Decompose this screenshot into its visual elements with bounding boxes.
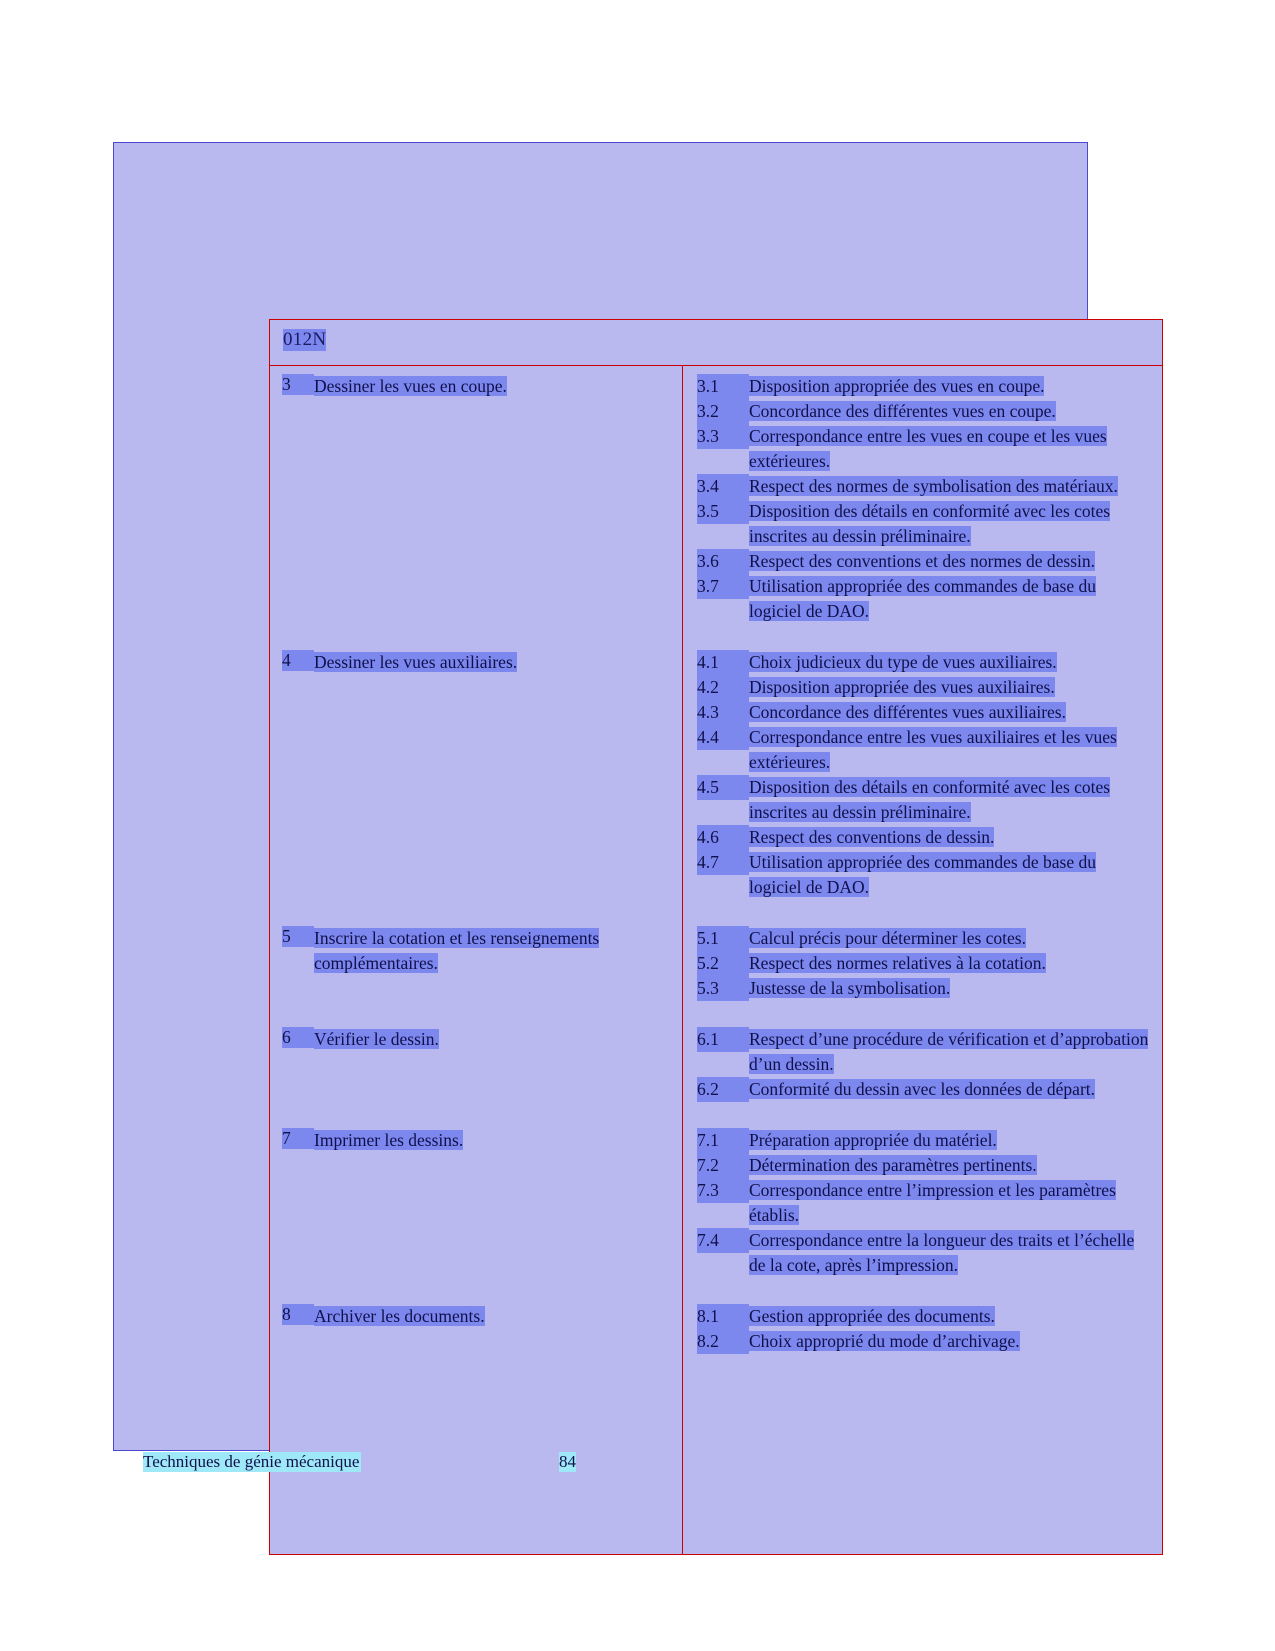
criterion-text: Calcul précis pour déterminer les cotes. (749, 928, 1026, 948)
criterion-number: 3.5 (697, 499, 749, 524)
criterion-text: Disposition des détails en conformité avec les cotes inscrites au dessin préliminaire. (749, 501, 1111, 546)
criterion-text: Respect d’une procédure de vérification et d’approbation d’un dessin. (749, 1029, 1149, 1074)
criterion-number: 3.4 (697, 474, 749, 499)
criterion-item (683, 926, 1162, 951)
criterion-number: 3.2 (697, 399, 749, 424)
criterion-number: 3.3 (697, 424, 749, 449)
criterion-number: 4.4 (697, 725, 749, 750)
task-item (270, 1128, 682, 1153)
criterion-item (683, 1329, 1162, 1354)
criterion-number: 4.5 (697, 775, 749, 800)
criterion-number: 5.2 (697, 951, 749, 976)
criterion-text: Gestion appropriée des documents. (749, 1306, 995, 1326)
task-item (270, 374, 682, 399)
criterion-item (683, 374, 1162, 399)
criterion-item (683, 650, 1162, 675)
criterion-item (683, 775, 1162, 825)
criterion-text: Choix approprié du mode d’archivage. (749, 1331, 1020, 1351)
task-item (270, 926, 682, 976)
criterion-number: 8.2 (697, 1329, 749, 1354)
criterion-number: 4.6 (697, 825, 749, 850)
criterion-text: Conformité du dessin avec les données de départ. (749, 1079, 1096, 1099)
criterion-item (683, 574, 1162, 624)
criterion-text: Respect des normes relatives à la cotation. (749, 953, 1046, 973)
criterion-text: Préparation appropriée du matériel. (749, 1130, 997, 1150)
criterion-number: 4.2 (697, 675, 749, 700)
criterion-text: Utilisation appropriée des commandes de base du logiciel de DAO. (749, 576, 1096, 621)
criterion-number: 7.3 (697, 1178, 749, 1203)
task-text: Dessiner les vues auxiliaires. (314, 652, 518, 672)
criterion-text: Détermination des paramètres pertinents. (749, 1155, 1037, 1175)
criterion-text: Justesse de la symbolisation. (749, 978, 951, 998)
criterion-number: 3.7 (697, 574, 749, 599)
criterion-number: 4.3 (697, 700, 749, 725)
criterion-text: Disposition des détails en conformité avec les cotes inscrites au dessin préliminaire. (749, 777, 1111, 822)
criterion-number: 6.2 (697, 1077, 749, 1102)
task-number: 7 (282, 1128, 314, 1149)
criterion-item (683, 1228, 1162, 1278)
footer-program-name: Techniques de génie mécanique (143, 1452, 360, 1471)
criterion-text: Concordance des différentes vues auxiliaires. (749, 702, 1066, 722)
criterion-item (683, 399, 1162, 424)
criterion-text: Correspondance entre l’impression et les paramètres établis. (749, 1180, 1116, 1225)
criterion-item (683, 424, 1162, 474)
criterion-text: Utilisation appropriée des commandes de base du logiciel de DAO. (749, 852, 1096, 897)
criterion-item (683, 951, 1162, 976)
criterion-text: Respect des conventions et des normes de dessin. (749, 551, 1096, 571)
criterion-number: 7.1 (697, 1128, 749, 1153)
criterion-item (683, 1178, 1162, 1228)
task-text: Imprimer les dessins. (314, 1130, 464, 1150)
task-text: Inscrire la cotation et les renseignements complémentaires. (314, 928, 600, 973)
criterion-text: Choix judicieux du type de vues auxiliaires. (749, 652, 1057, 672)
task-item (270, 650, 682, 675)
criterion-number: 3.1 (697, 374, 749, 399)
task-number: 6 (282, 1027, 314, 1048)
criterion-number: 4.1 (697, 650, 749, 675)
criterion-text: Disposition appropriée des vues auxiliaires. (749, 677, 1055, 697)
criterion-item (683, 1128, 1162, 1153)
criterion-item (683, 976, 1162, 1001)
criterion-item (683, 825, 1162, 850)
criterion-item (683, 1027, 1162, 1077)
criterion-item (683, 1077, 1162, 1102)
task-text: Vérifier le dessin. (314, 1029, 439, 1049)
criterion-item (683, 850, 1162, 900)
task-item (270, 1027, 682, 1052)
criterion-number: 5.1 (697, 926, 749, 951)
task-number: 3 (282, 374, 314, 395)
criterion-number: 7.4 (697, 1228, 749, 1253)
page-footer (143, 1452, 583, 1474)
criterion-text: Correspondance entre les vues en coupe et les vues extérieures. (749, 426, 1107, 471)
competency-table (269, 319, 1163, 1555)
footer-page-number: 84 (559, 1452, 576, 1471)
task-number: 8 (282, 1304, 314, 1325)
criterion-item (683, 549, 1162, 574)
criterion-item (683, 725, 1162, 775)
tasks-column (270, 366, 683, 1554)
selection-region (113, 142, 1149, 1451)
criterion-text: Concordance des différentes vues en coupe. (749, 401, 1056, 421)
criterion-number: 4.7 (697, 850, 749, 875)
competency-code: 012N (283, 329, 327, 350)
criterion-item (683, 1153, 1162, 1178)
criterion-number: 5.3 (697, 976, 749, 1001)
criterion-item (683, 700, 1162, 725)
criterion-text: Respect des conventions de dessin. (749, 827, 995, 847)
criterion-number: 7.2 (697, 1153, 749, 1178)
criterion-text: Correspondance entre la longueur des traits et l’échelle de la cote, après l’impression. (749, 1230, 1135, 1275)
criterion-item (683, 474, 1162, 499)
criteria-column (683, 366, 1162, 1554)
table-code-row (270, 320, 1162, 366)
criterion-item (683, 1304, 1162, 1329)
task-number: 4 (282, 650, 314, 671)
task-item (270, 1304, 682, 1329)
task-text: Dessiner les vues en coupe. (314, 376, 507, 396)
task-number: 5 (282, 926, 314, 947)
criterion-number: 6.1 (697, 1027, 749, 1052)
task-text: Archiver les documents. (314, 1306, 485, 1326)
criterion-text: Respect des normes de symbolisation des matériaux. (749, 476, 1118, 496)
criterion-text: Correspondance entre les vues auxiliaires et les vues extérieures. (749, 727, 1117, 772)
criterion-number: 8.1 (697, 1304, 749, 1329)
table-body (270, 366, 1162, 1554)
criterion-number: 3.6 (697, 549, 749, 574)
criterion-text: Disposition appropriée des vues en coupe. (749, 376, 1045, 396)
criterion-item (683, 499, 1162, 549)
criterion-item (683, 675, 1162, 700)
